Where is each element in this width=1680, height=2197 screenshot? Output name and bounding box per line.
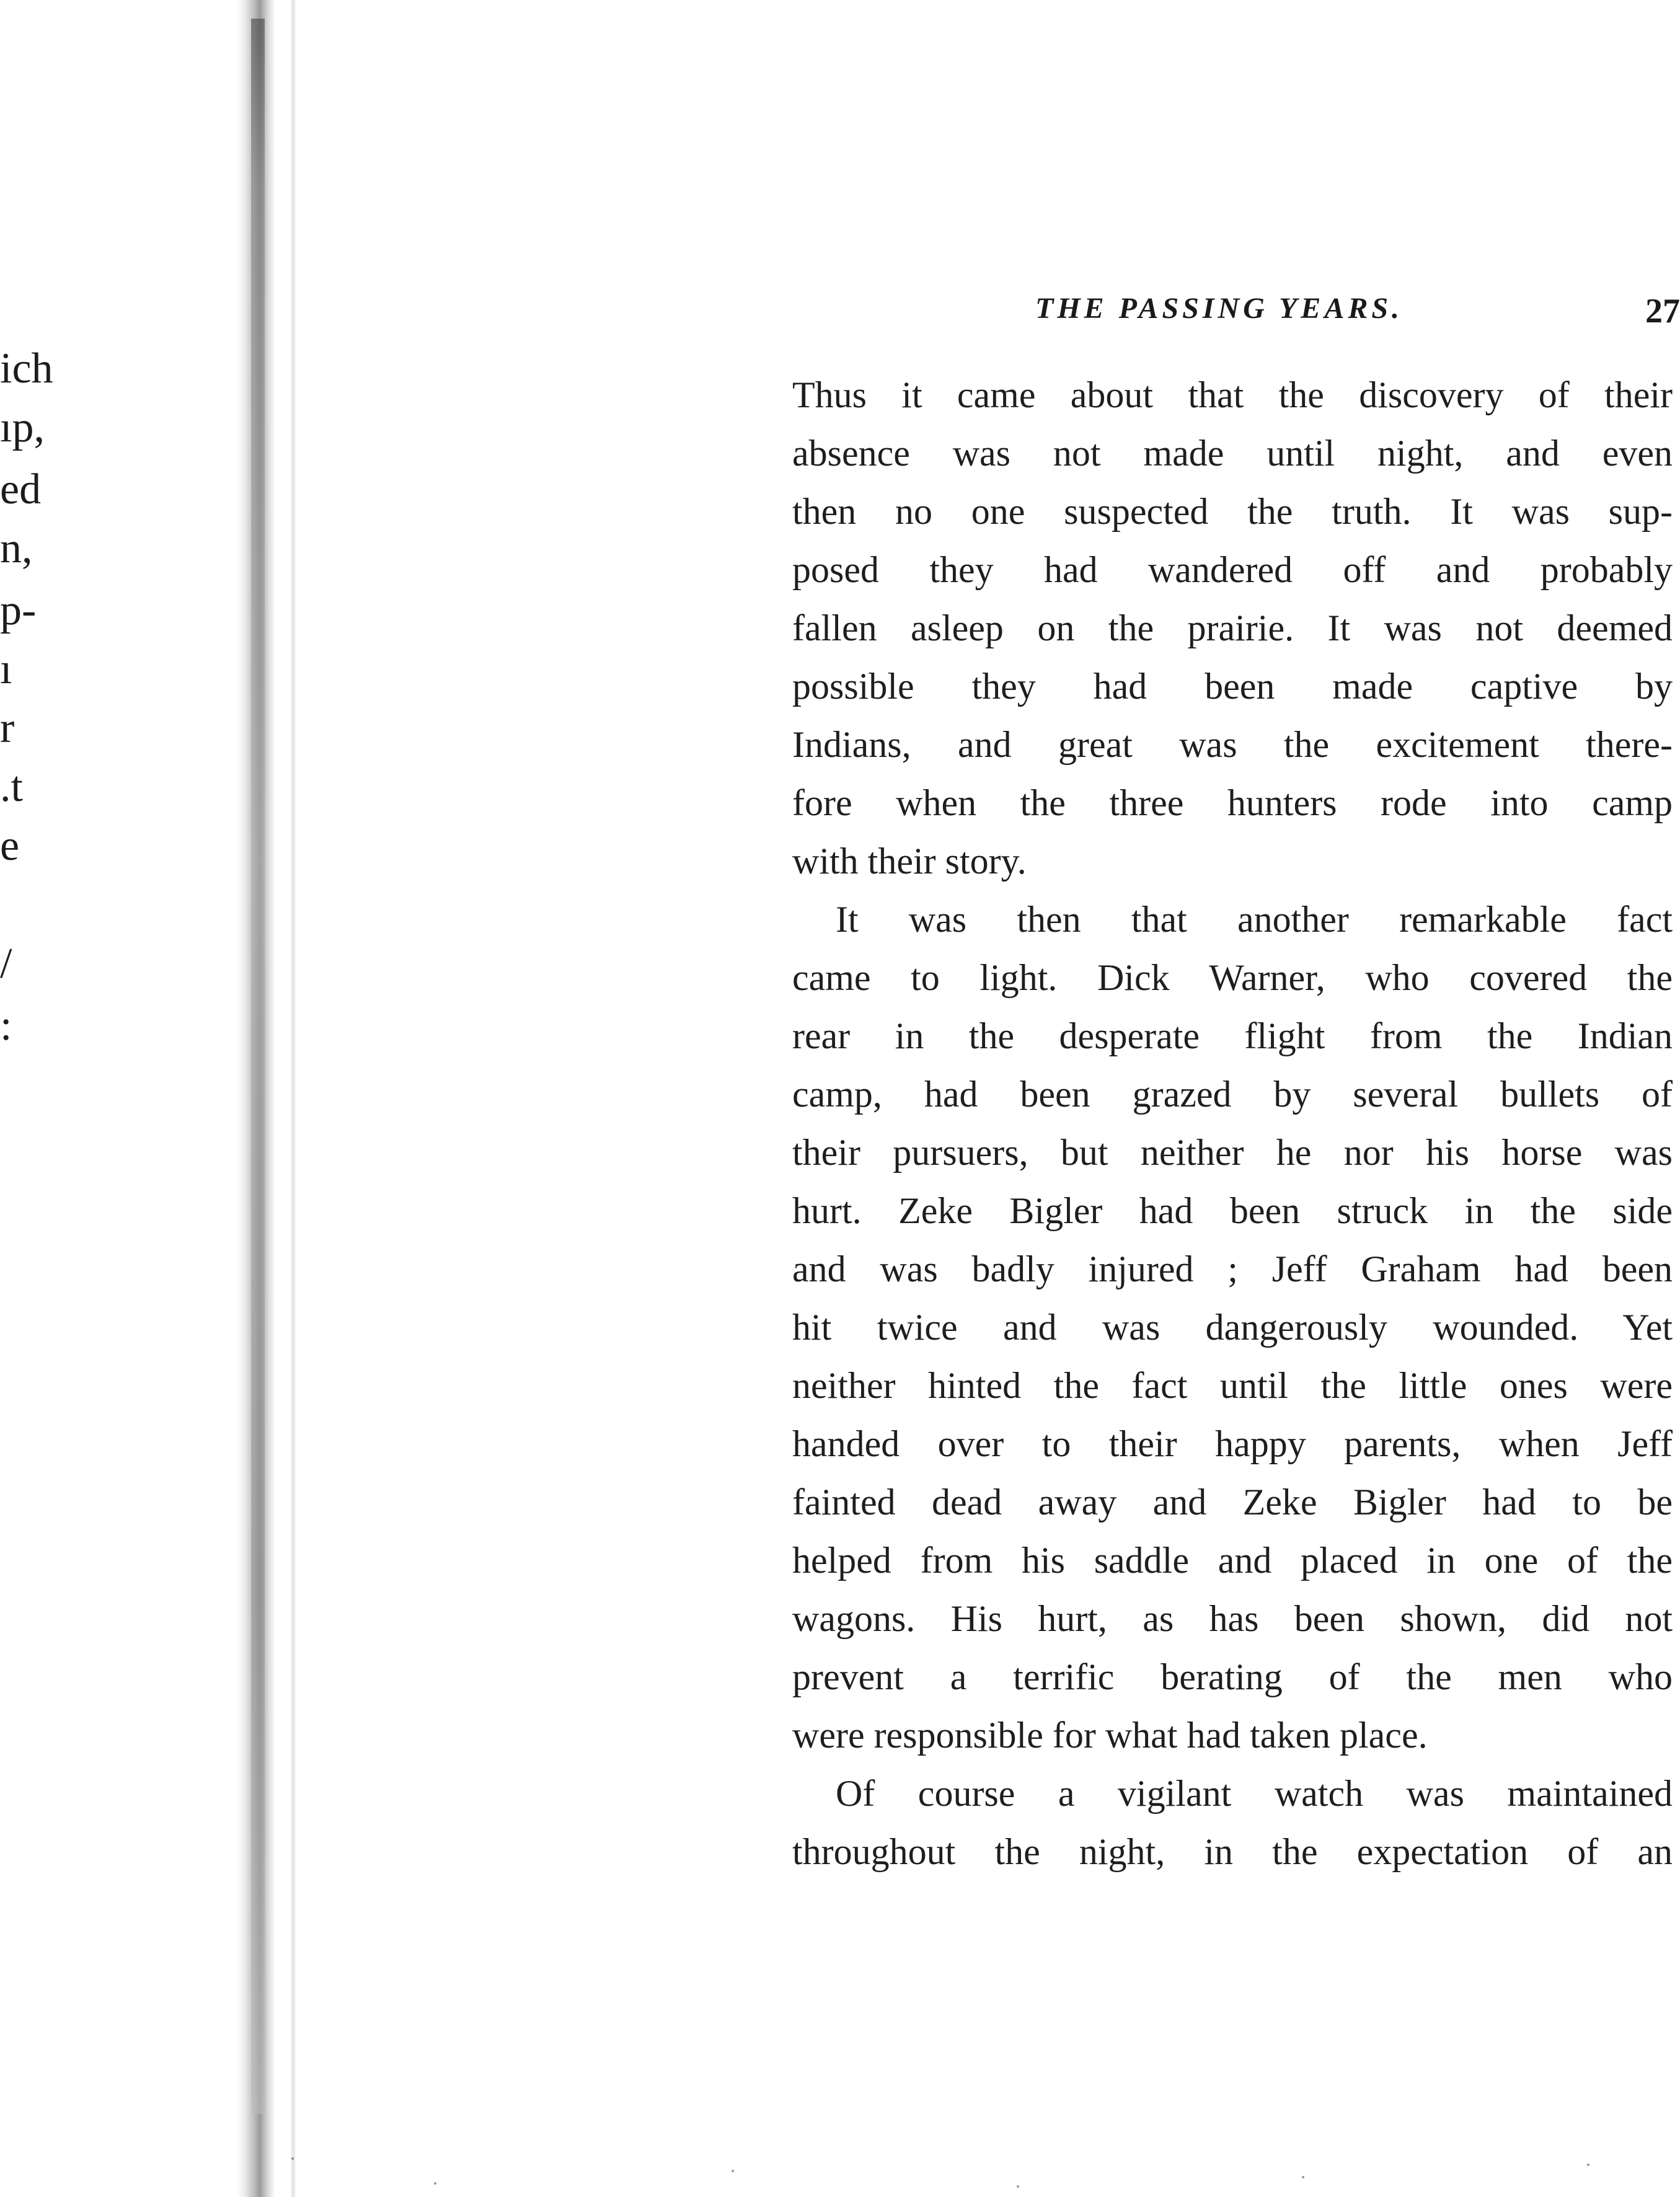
- text-line: prevent a terrific berating of the men who: [792, 1656, 1673, 1697]
- scan-speck: [291, 2157, 294, 2160]
- text-line: Indians, and great was the excitement there-: [792, 724, 1673, 765]
- text-line: fore when the three hunters rode into camp: [792, 782, 1673, 823]
- text-line: then no one suspected the truth. It was sup-: [792, 491, 1673, 532]
- facing-text-fragment: ı: [0, 645, 12, 693]
- text-line: handed over to their happy parents, when Jeff: [792, 1423, 1673, 1464]
- facing-page-fragment: [0, 0, 260, 2197]
- scan-speck: [434, 2182, 436, 2185]
- scan-speck: [1302, 2176, 1304, 2178]
- text-line: Of course a vigilant watch was maintained: [836, 1773, 1673, 1814]
- text-line: hit twice and was dangerously wounded. Yet: [792, 1307, 1673, 1348]
- paragraph: [792, 1764, 1673, 1881]
- paragraph: [792, 366, 1673, 890]
- text-line: came to light. Dick Warner, who covered the: [792, 957, 1673, 998]
- paragraph: [792, 890, 1673, 1764]
- page-edge: [291, 0, 295, 2197]
- body-text: [792, 366, 1673, 1881]
- facing-text-fragment: n,: [0, 524, 33, 572]
- text-line: and was badly injured ; Jeff Graham had been: [792, 1249, 1673, 1289]
- book-page: [298, 0, 1680, 2197]
- text-line: camp, had been grazed by several bullets of: [792, 1074, 1673, 1115]
- text-line: neither hinted the fact until the little ones were: [792, 1365, 1673, 1406]
- binding-shadow: [251, 19, 265, 2114]
- text-line: rear in the desperate flight from the Indian: [792, 1015, 1673, 1056]
- facing-text-fragment: e: [0, 822, 20, 870]
- scan-speck: [1587, 2164, 1589, 2166]
- text-line: fainted dead away and Zeke Bigler had to be: [792, 1482, 1673, 1523]
- facing-text-fragment: ich: [0, 345, 53, 392]
- text-line: fallen asleep on the prairie. It was not deemed: [792, 608, 1673, 648]
- running-title: THE PASSING YEARS.: [1035, 292, 1404, 325]
- facing-text-fragment: .t: [0, 763, 23, 811]
- page-number: 27: [1645, 292, 1680, 330]
- text-line: Thus it came about that the discovery of their: [792, 374, 1673, 415]
- text-line: It was then that another remarkable fact: [836, 899, 1673, 940]
- text-line: possible they had been made captive by: [792, 666, 1673, 707]
- text-line: absence was not made until night, and even: [792, 433, 1673, 474]
- facing-text-fragment: ed: [0, 466, 42, 513]
- text-line: throughout the night, in the expectation of an: [792, 1831, 1673, 1872]
- text-line: helped from his saddle and placed in one of the: [792, 1540, 1673, 1581]
- scan-speck: [732, 2170, 734, 2172]
- scan-speck: [1017, 2185, 1019, 2188]
- text-line: posed they had wandered off and probably: [792, 549, 1673, 590]
- text-line: hurt. Zeke Bigler had been struck in the side: [792, 1190, 1673, 1231]
- facing-text-fragment: :: [0, 1002, 12, 1050]
- text-line: their pursuers, but neither he nor his horse was: [792, 1132, 1673, 1173]
- text-line: wagons. His hurt, as has been shown, did not: [792, 1598, 1673, 1639]
- facing-text-fragment: p-: [0, 586, 37, 634]
- text-line: were responsible for what had taken place.: [792, 1715, 1428, 1756]
- facing-text-fragment: ıp,: [0, 404, 45, 451]
- running-head: [732, 291, 1680, 347]
- text-line: with their story.: [792, 841, 1027, 882]
- facing-text-fragment: r: [0, 704, 15, 752]
- facing-text-fragment: /: [0, 940, 12, 988]
